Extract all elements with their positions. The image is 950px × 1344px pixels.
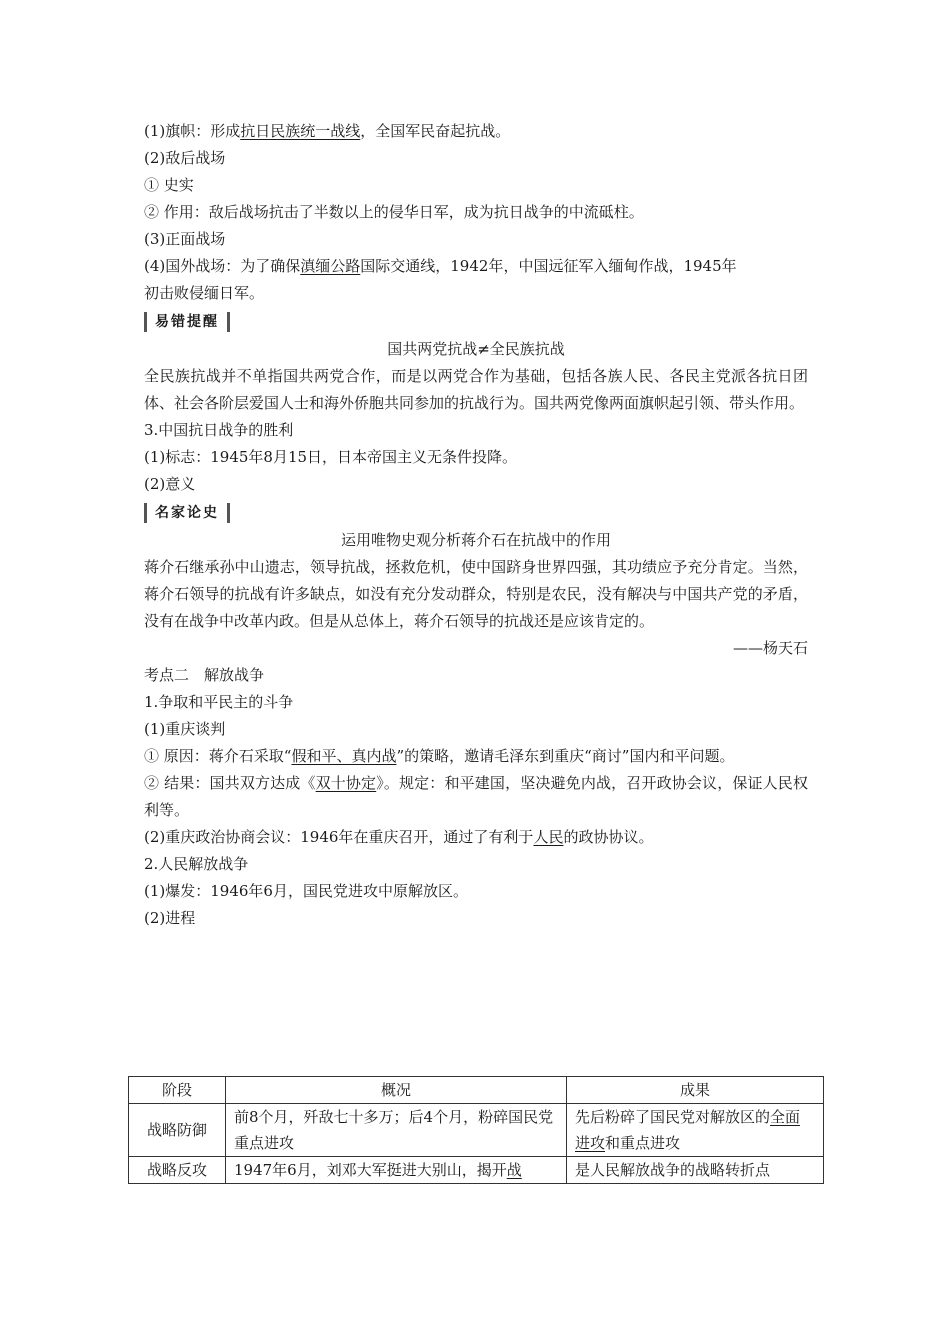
liberation-war-heading: 2.人民解放战争 — [144, 855, 249, 873]
table-row — [129, 1157, 824, 1184]
pcc-line — [144, 824, 808, 851]
victory-heading: 3.中国抗日战争的胜利 — [144, 421, 294, 439]
table-header: 成果 — [567, 1077, 824, 1104]
part-heading: 考点二 解放战争 — [144, 666, 265, 684]
table-row — [129, 1104, 824, 1157]
underlined-term: 假和平、真内战 — [291, 747, 397, 765]
war-process-table — [128, 1076, 824, 1184]
text: 和重点进攻 — [605, 1134, 681, 1152]
flag-line — [144, 118, 808, 145]
table-cell: 是人民解放战争的战略转折点 — [567, 1157, 824, 1184]
tip-label: 易错提醒 — [144, 312, 230, 332]
victory-significance: (2)意义 — [144, 475, 196, 493]
underlined-term: 双十协定 — [315, 774, 377, 792]
result-line — [144, 770, 808, 824]
peace-struggle-heading: 1.争取和平民主的斗争 — [144, 693, 294, 711]
historian-title: 运用唯物史观分析蒋介石在抗战中的作用 — [340, 531, 611, 549]
text: (1)旗帜：形成 — [144, 122, 241, 140]
underlined-term: 抗日民族统一战线 — [240, 122, 361, 140]
table-cell: 战略反攻 — [129, 1157, 226, 1184]
historian-label: 名家论史 — [144, 503, 230, 523]
table-cell: 前8个月，歼敌七十多万；后4个月，粉碎国民党重点进攻 — [226, 1104, 567, 1157]
process-heading: (2)进程 — [144, 909, 196, 927]
table-cell — [567, 1104, 824, 1157]
historian-body: 蒋介石继承孙中山遗志，领导抗战，拯救危机，使中国跻身世界四强，其功绩应予充分肯定。当然，蒋介石领导的抗战有许多缺点，如没有充分发动群众，特别是农民，没有解决与中国共产党的矛盾，没有在战争中改革内政。但是从总体上，蒋介石领导的抗战还是应该肯定的。 — [144, 558, 808, 630]
document-body — [144, 118, 808, 932]
table-header: 阶段 — [129, 1077, 226, 1104]
tip-title: 国共两党抗战≠全民族抗战 — [387, 340, 565, 358]
table-header: 概况 — [226, 1077, 567, 1104]
text: ② 结果：国共双方达成《 — [144, 774, 316, 792]
underlined-term: 滇缅公路 — [300, 257, 361, 275]
underlined-term: 全面进攻 — [575, 1108, 801, 1152]
table-cell — [226, 1157, 567, 1184]
underlined-term: 战 — [506, 1161, 522, 1179]
table-cell: 战略防御 — [129, 1104, 226, 1157]
table-header-row — [129, 1077, 824, 1104]
text: 先后粉碎了国民党对解放区的 — [575, 1108, 771, 1126]
chongqing-negotiation-heading: (1)重庆谈判 — [144, 720, 226, 738]
text: 1947年6月，刘邓大军挺进大别山，揭开 — [234, 1161, 507, 1179]
text: (4)国外战场：为了确保 — [144, 257, 301, 275]
history-facts: ① 史实 — [144, 176, 194, 194]
role-line: ② 作用：敌后战场抗击了半数以上的侵华日军，成为抗日战争的中流砥柱。 — [144, 203, 644, 221]
foreign-battlefield-cont: 初击败侵缅日军。 — [144, 284, 265, 302]
reason-line — [144, 743, 808, 770]
enemy-rear-heading: (2)敌后战场 — [144, 149, 226, 167]
text: ，全国军民奋起抗战。 — [360, 122, 511, 140]
victory-mark: (1)标志：1945年8月15日，日本帝国主义无条件投降。 — [144, 448, 518, 466]
outbreak-line: (1)爆发：1946年6月，国民党进攻中原解放区。 — [144, 882, 468, 900]
text: ”的策略，邀请毛泽东到重庆“商讨”国内和平问题。 — [396, 747, 735, 765]
text: ① 原因：蒋介石采取“ — [144, 747, 292, 765]
text: (2)重庆政治协商会议：1946年在重庆召开，通过了有利于 — [144, 828, 534, 846]
front-battlefield-heading: (3)正面战场 — [144, 230, 226, 248]
historian-author: ——杨天石 — [732, 639, 808, 657]
text: 》。规定：和平建国，坚决避免内战，召开政协会议，保证人民权利等。 — [144, 774, 808, 819]
foreign-battlefield-line — [144, 253, 808, 280]
tip-body: 全民族抗战并不单指国共两党合作，而是以两党合作为基础，包括各族人民、各民主党派各抗日团体、社会各阶层爱国人士和海外侨胞共同参加的抗战行为。国共两党像两面旗帜起引领、带头作用。 — [144, 367, 808, 412]
underlined-term: 人民 — [533, 828, 564, 846]
text: 国际交通线，1942年，中国远征军入缅甸作战，1945年 — [360, 257, 737, 275]
text: 的政协协议。 — [563, 828, 654, 846]
